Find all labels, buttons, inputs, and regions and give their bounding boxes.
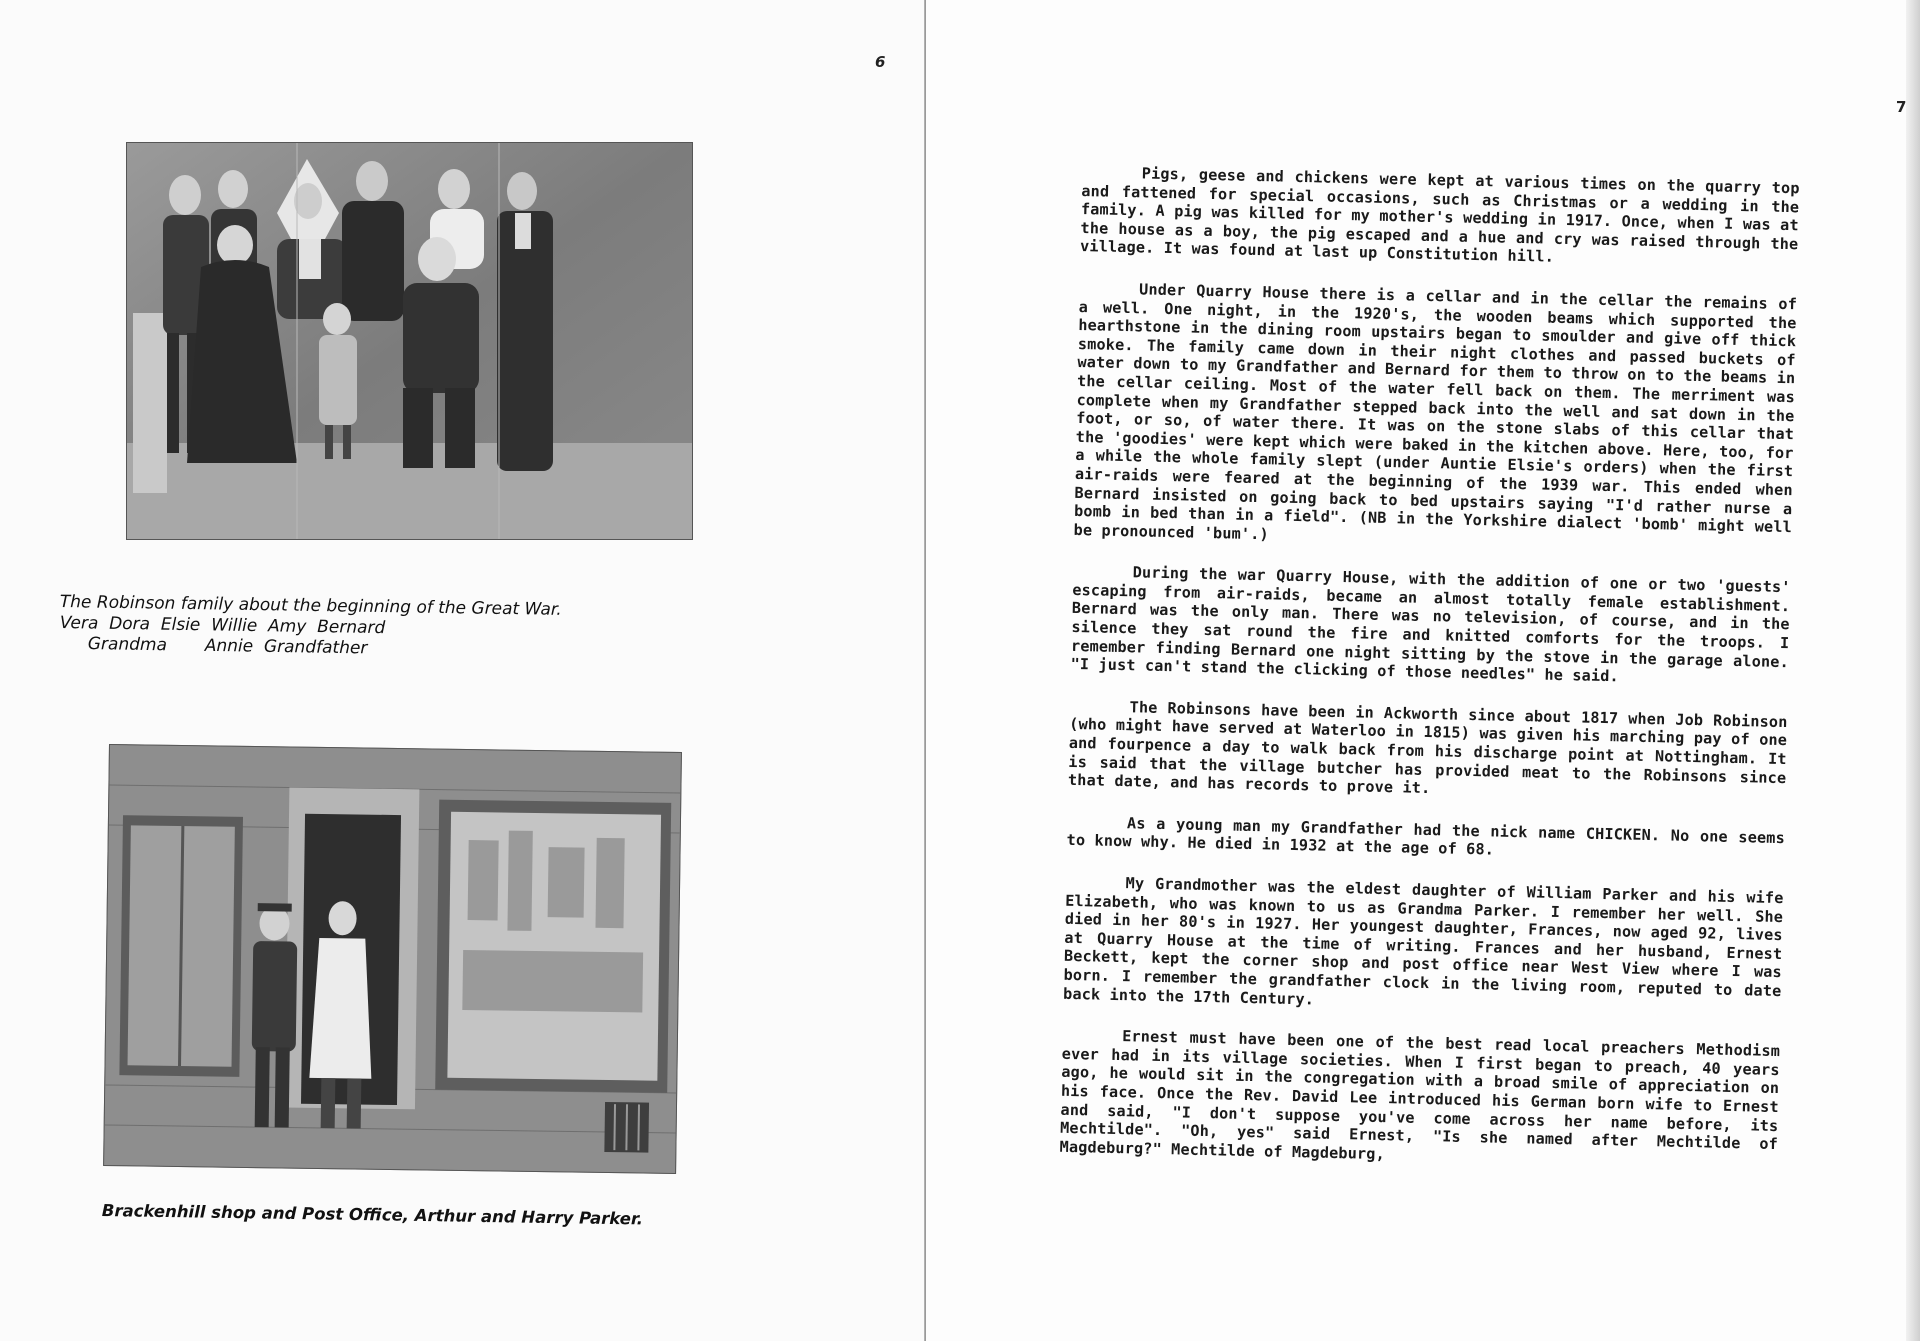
right-page-text-column — [1059, 163, 1800, 1195]
family-photo-caption-names-row2: Grandma Annie Grandfather — [87, 634, 368, 659]
left-page — [0, 0, 926, 1341]
paragraph-robinsons-history: The Robinsons have been in Ackworth since about 1817 when Job Robinson (who might have served at Waterloo in 1815) was given his marching pay of one and fourpence a day to walk back from his discharge point at Nottingham. It is said that the village butcher has provided meat to the Robinsons since that date, and has records to prove it. — [1067, 698, 1788, 798]
paragraph-nickname: As a young man my Grandfather had the nick name CHICKEN. No one seems to know why. He died in 1932 at the age of 68. — [1066, 814, 1786, 859]
family-photo — [126, 142, 693, 540]
family-photo-image — [127, 143, 692, 539]
paragraph-grandmother: My Grandmother was the eldest daughter of William Parker and his wife Elizabeth, who was known to us as Grandma Parker. I remember her well. She died in her 80's in 1927. Her youngest daughter, Frances, now aged 92, lives at Quarry House at the time of writing. Frances and her husband, Ernest Beckett, kept the corner shop and post office near West View where I was born. I remember the grandfather clock in the living room, reputed to date back into the 17th Century. — [1062, 874, 1784, 1009]
shop-photo — [103, 744, 682, 1174]
family-photo-caption-title: The Robinson family about the beginning of the Great War. — [59, 592, 562, 620]
shop-photo-caption: Brackenhill shop and Post Office, Arthur and Harry Parker. — [101, 1200, 644, 1229]
page-number-left: 6 — [875, 53, 886, 71]
paragraph-war: During the war Quarry House, with the addition of one or two 'guests' escaping from air-raids, became an almost totally female establishment. Bernard was the only man. There was no television, of course, and in the silence they sat round the fire and knitted comforts for the troops. I remember finding Bernard one night sitting by the stove in the garage alone. "I just can't stand the clicking of those needles" he said. — [1070, 563, 1791, 686]
page-edge-shadow — [1906, 0, 1920, 1341]
paragraph-livestock: Pigs, geese and chickens were kept at various times on the quarry top and fattened for special occasions, such as Christmas or a wedding in the family. A pig was killed for my mother's wedding in 1917. Once, when I was at the house as a boy, the pig escaped and a hue and cry was raised through the village. It was found at last up Constitution hill. — [1079, 164, 1800, 267]
family-photo-caption-names-row1: Vera Dora Elsie Willie Amy Bernard — [59, 613, 386, 639]
paragraph-cellar: Under Quarry House there is a cellar and in the cellar the remains of a well. One night, in the 1920's, the wooden beams which supported the hearthstone in the dining room upstairs began to smoulder and give off thick smoke. The family came down in their night clothes and passed buckets of water down to my Grandfather and Bernard for them to throw on to the beams in the cellar ceiling. Most of the water fell back on them. The merriment was complete when my Grandfather stepped back into the well and sat down in the foot, or so, of water there. It was on the stone slabs of this cellar that the 'goodies' were kept which were baked in the kitchen above. Here, too, for a while the whole family slept (under Auntie Elsie's orders) when the first air-raids were feared at the beginning of the 1939 war. This ended when Bernard insisted on going back to bed upstairs saying "I'd rather nurse a bomb in bed than in a field". (NB in the Yorkshire dialect 'bomb' might well be pronounced 'bum'.) — [1073, 280, 1798, 544]
paragraph-ernest: Ernest must have been one of the best read local preachers Methodism ever had in its village societies. When I first began to preach, 40 years ago, he would sit in the congregation with a broad smile of appreciation on his face. Once the Rev. David Lee introduced his German born wife to Ernest and said, "I don't suppose you've come across her name before, its Mechtilde". "Oh, yes" said Ernest, "Is she named after Mechtilde of Magdeburg?" Mechtilde of Magdeburg, — [1059, 1027, 1781, 1163]
page-number-right: 7 — [1896, 98, 1907, 116]
shop-photo-image — [104, 745, 681, 1173]
